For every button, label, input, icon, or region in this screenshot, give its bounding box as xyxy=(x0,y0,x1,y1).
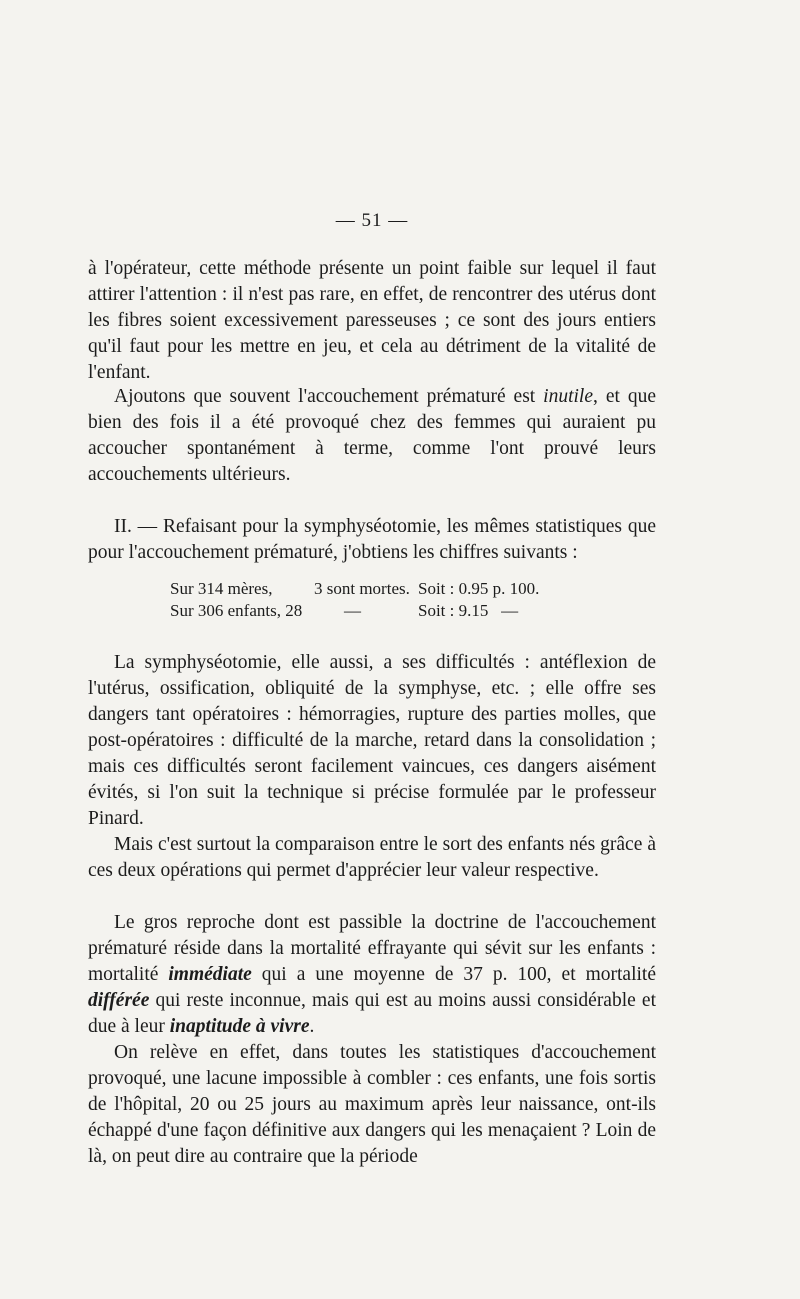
statistics-table xyxy=(170,578,640,622)
paragraph-1: à l'opérateur, cette méthode présente un point faible sur lequel il faut attirer l'attention : il n'est pas rare, en effet, de rencontrer des utérus dont les fibres soient excessivement paresseuses ; ce sont des jours entiers qu'il faut pour les mettre en jeu, et cela au détriment de la vitalité de l'enfant. xyxy=(88,258,656,383)
paragraph-2-text-end: , et que bien des fois il a été provoqué chez des femmes qui auraient pu accoucher spontanément à terme, comme l'ont prouvé leurs accouchements ultérieurs. xyxy=(88,386,657,485)
page-number: — 51 — xyxy=(335,210,409,231)
paragraph-6-text: qui reste inconnue, mais qui est au moins aussi considérable et due à leur xyxy=(88,990,656,1037)
stats-outcome: 3 sont mortes. xyxy=(314,579,410,598)
stats-row-mothers xyxy=(170,578,640,600)
stats-subject: Sur 306 enfants, 28 xyxy=(170,601,303,620)
paragraph-2 xyxy=(88,384,656,488)
stats-outcome: — xyxy=(344,601,361,620)
paragraph-2-italic: inutile xyxy=(543,386,593,407)
paragraph-3: II. — Refaisant pour la symphyséotomie, les mêmes statistiques que pour l'accouchement prématuré, j'obtiens les chiffres suivants : xyxy=(88,516,656,563)
paragraph-6 xyxy=(88,910,656,1040)
paragraph-6-text: Le gros reproche dont est passible la doctrine de l'accouchement prématuré réside dans la mortalité effrayante qui sévit sur les enfants : mortalité xyxy=(88,912,656,985)
paragraph-6-text: qui a une moyenne de 37 p. 100, et mortalité xyxy=(251,964,656,985)
paragraph-6-text: . xyxy=(309,1016,315,1037)
paragraph-7: On relève en effet, dans toutes les statistiques d'accouchement provoqué, une lacune impossible à combler : ces enfants, une fois sortis de l'hôpital, 20 ou 25 jours au maximum après leur naissance, ont-ils échappé d'une façon définitive aux dangers qui les menaçaient ? Loin de là, on peut dire au contraire que la période xyxy=(88,1042,656,1167)
paragraph-2-text: Ajoutons que souvent l'accouchement prématuré est xyxy=(114,386,544,407)
stats-rate: Soit : 0.95 p. 100. xyxy=(418,579,540,598)
stats-rate: Soit : 9.15 — xyxy=(418,601,519,620)
paragraph-4: La symphyséotomie, elle aussi, a ses difficultés : antéflexion de l'utérus, ossification, obliquité de la symphyse, etc. ; elle offre ses dangers tant opératoires : hémorragies, rupture des parties molles, que post-opératoires : difficulté de la marche, retard dans la consolidation ; mais ces difficultés seront facilement vaincues, ces dangers aisément évités, si l'on suit la technique si précise formulée par le professeur Pinard. xyxy=(88,652,656,829)
stats-row-children xyxy=(170,600,640,622)
paragraph-6-italic-immediate: immédiate xyxy=(168,964,252,985)
paragraph-5: Mais c'est surtout la comparaison entre le sort des enfants nés grâce à ces deux opérations qui permet d'apprécier leur valeur respective. xyxy=(88,834,656,881)
stats-subject: Sur 314 mères, xyxy=(170,579,273,598)
paragraph-6-italic-differee: différée xyxy=(88,990,150,1011)
paragraph-6-italic-inaptitude: inaptitude à vivre xyxy=(169,1016,310,1037)
